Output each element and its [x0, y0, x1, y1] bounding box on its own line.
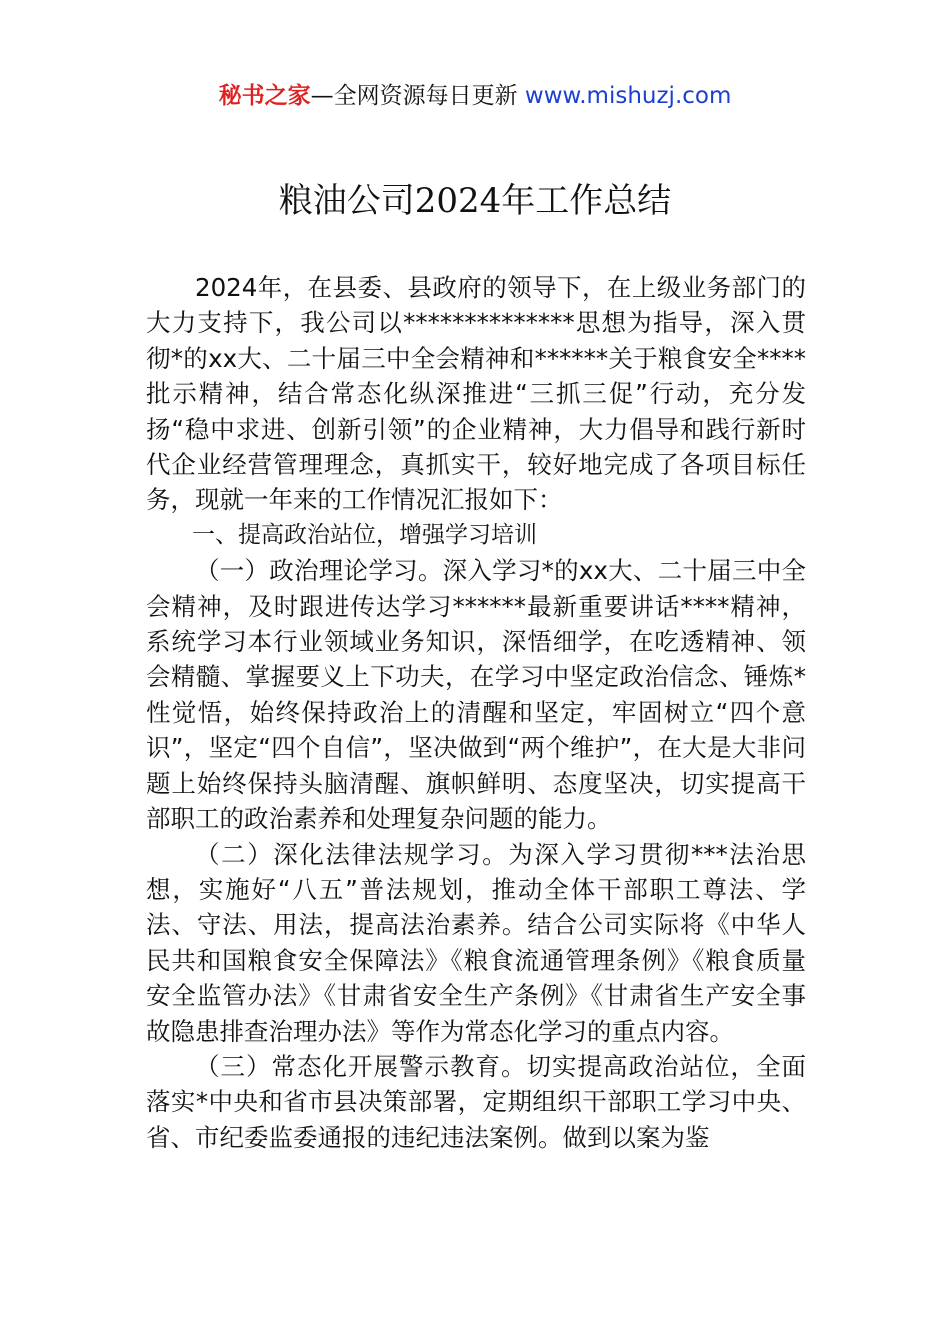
site-header	[0, 80, 950, 112]
site-url-link[interactable]: www.mishuzj.com	[524, 83, 732, 109]
site-brand: 秘书之家	[218, 83, 311, 109]
document-title: 粮油公司2024年工作总结	[278, 181, 672, 221]
section-heading: 一、提高政治站位，增强学习培训	[192, 521, 537, 548]
site-tagline: —全网资源每日更新	[310, 83, 525, 109]
paragraph-legal-study: （二）深化法律法规学习。为深入学习贯彻***法治思想，实施好“八五”普法规划，推动全体干部职工尊法、学法、守法、用法，提高法治素养。结合公司实际将《中华人民共和国粮食安全保障法》《粮食流通管理条例》《粮食质量安全监管办法》《甘肃省安全生产条例》《甘肃省生产安全事故隐患排查治理办法》等作为常态化学习的重点内容。	[146, 839, 806, 1046]
paragraph-political-study: （一）政治理论学习。深入学习*的xx大、二十届三中全会精神，及时跟进传达学习******最新重要讲话****精神，系统学习本行业领域业务知识，深悟细学，在吃透精神、领会精髓、掌握要义上下功夫，在学习中坚定政治信念、锤炼*性觉悟，始终保持政治上的清醒和坚定，牢固树立“四个意识”，坚定“四个自信”，坚决做到“两个维护”，在大是大非问题上始终保持头脑清醒、旗帜鲜明、态度坚决，切实提高干部职工的政治素养和处理复杂问题的能力。	[146, 556, 806, 834]
paragraph-warning-education: （三）常态化开展警示教育。切实提高政治站位，全面落实*中央和省市县决策部署，定期组织干部职工学习中央、省、市纪委监委通报的违纪违法案例。做到以案为鉴	[146, 1051, 806, 1152]
intro-paragraph: 2024年，在县委、县政府的领导下，在上级业务部门的大力支持下，我公司以**************思想为指导，深入贯彻*的xx大、二十届三中全会精神和******关于粮食安全****批示精神，结合常态化纵深推进“三抓三促”行动，充分发扬“稳中求进、创新引领”的企业精神，大力倡导和践行新时代企业经营管理理念，真抓实干，较好地完成了各项目标任务，现就一年来的工作情况汇报如下：	[146, 273, 806, 515]
document-body	[146, 270, 806, 1155]
